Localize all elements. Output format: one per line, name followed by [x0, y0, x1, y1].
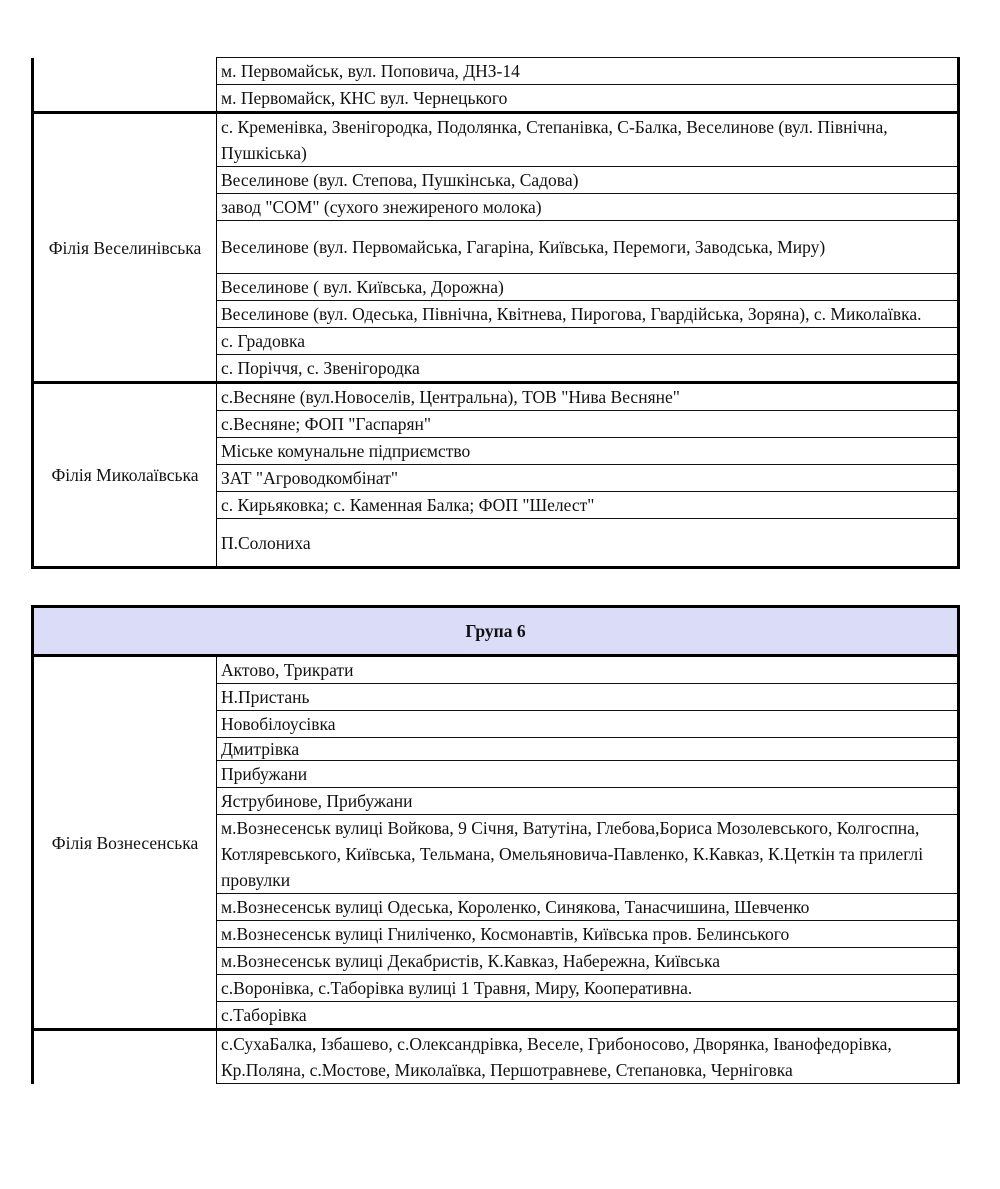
location-cell: с. Поріччя, с. Звенігородка: [217, 355, 959, 383]
location-cell: ЗАТ "Агроводкомбінат": [217, 465, 959, 492]
location-cell: м.Вознесенськ вулиці Декабристів, К.Кавказ, Набережна, Київська: [217, 948, 959, 975]
location-cell: Прибужани: [217, 761, 959, 788]
location-cell: Новобілоусівка: [217, 711, 959, 738]
location-cell: с. Градовка: [217, 328, 959, 355]
location-cell: с. Кременівка, Звенігородка, Подолянка, Степанівка, С-Балка, Веселинове (вул. Північна, Пушкіська): [217, 113, 959, 167]
location-cell: с.Воронівка, с.Таборівка вулиці 1 Травня, Миру, Кооперативна.: [217, 975, 959, 1002]
location-cell: с.Весняне (вул.Новоселів, Центральна), ТОВ "Нива Весняне": [217, 383, 959, 411]
location-cell: Н.Пристань: [217, 684, 959, 711]
location-cell: завод "СОМ" (сухого знежиреного молока): [217, 194, 959, 221]
location-cell: Яструбинове, Прибужани: [217, 788, 959, 815]
schedule-table-group-6: [31, 605, 960, 1084]
group-title: Група 6: [33, 607, 959, 656]
location-cell: м. Первомайск, КНС вул. Чернецького: [217, 85, 959, 113]
location-cell: м.Вознесенськ вулиці Гниліченко, Космонавтів, Київська пров. Белинського: [217, 921, 959, 948]
table-row: [33, 58, 959, 85]
branch-name-veselynivska: Філія Веселинівська: [33, 113, 217, 383]
location-cell: Дмитрівка: [217, 738, 959, 761]
location-cell: с.Весняне; ФОП "Гаспарян": [217, 411, 959, 438]
branch-cell-continued: [33, 58, 217, 113]
branch-name-voznesenska: Філія Вознесенська: [33, 656, 217, 1030]
table-row: [33, 383, 959, 411]
table-row: [33, 113, 959, 167]
location-cell: Веселинове (вул. Одеська, Північна, Квітнева, Пирогова, Гвардійська, Зоряна), с. Миколаївка.: [217, 301, 959, 328]
location-cell: с.Таборівка: [217, 1002, 959, 1030]
location-cell: Актово, Трикрати: [217, 656, 959, 684]
location-cell: м. Первомайськ, вул. Поповича, ДНЗ-14: [217, 58, 959, 85]
location-cell: с.СухаБалка, Ізбашево, с.Олександрівка, Веселе, Грибоносово, Дворянка, Іванофедорівка, Кр.Поляна, с.Мостове, Миколаївка, Першотравневе, Степановка, Черніговка: [217, 1030, 959, 1084]
schedule-table-continued: [31, 57, 960, 569]
location-cell: Веселинове (вул. Первомайська, Гагаріна, Київська, Перемоги, Заводська, Миру): [217, 221, 959, 274]
location-cell: Веселинове ( вул. Київська, Дорожна): [217, 274, 959, 301]
branch-cell-unnamed: [33, 1030, 217, 1084]
location-cell: м.Вознесенськ вулиці Одеська, Короленко, Синякова, Танасчишина, Шевченко: [217, 894, 959, 921]
location-cell: П.Солониха: [217, 519, 959, 568]
table-row: [33, 1030, 959, 1084]
branch-name-mykolaivska: Філія Миколаївська: [33, 383, 217, 568]
location-cell: с. Кирьяковка; с. Каменная Балка; ФОП "Шелест": [217, 492, 959, 519]
group-header-row: [33, 607, 959, 656]
location-cell: м.Вознесенськ вулиці Войкова, 9 Січня, Ватутіна, Глебова,Бориса Мозолевського, Колгоспна, Котляревського, Київська, Тельмана, Омельяновича-Павленко, К.Кавказ, К.Цеткін та прилеглі провулки: [217, 815, 959, 894]
location-cell: Веселинове (вул. Степова, Пушкінська, Садова): [217, 167, 959, 194]
location-cell: Міське комунальне підприємство: [217, 438, 959, 465]
table-row: [33, 656, 959, 684]
